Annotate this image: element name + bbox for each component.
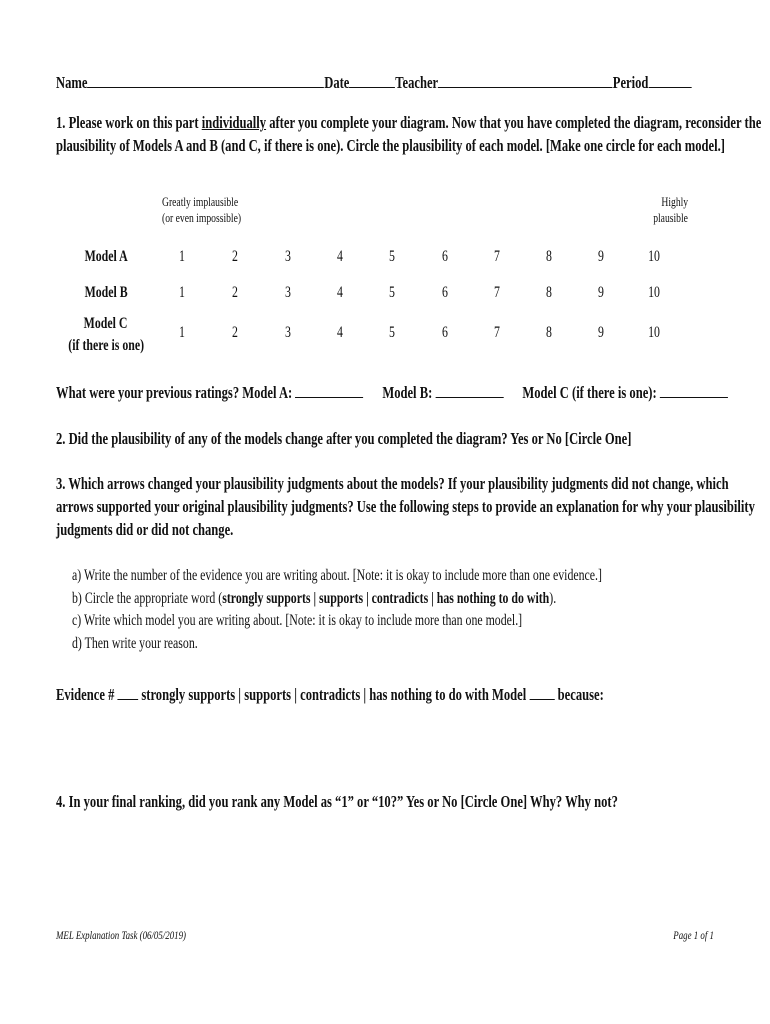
date-blank[interactable] bbox=[349, 73, 395, 88]
q1-line2-text: plausibility of Models A and B (and C, if there is one). Circle the plausibility of each model. [Make one circle for each model.] bbox=[56, 136, 725, 155]
model-a-rating-2[interactable]: 2 bbox=[232, 248, 238, 265]
evidence-middle: strongly supports | supports | contradicts | has nothing to do with Model bbox=[141, 685, 527, 704]
scale-low-line2: (or even impossible) bbox=[162, 210, 242, 225]
previous-b-label: Model B: bbox=[382, 383, 433, 402]
model-b-rating-9[interactable]: 9 bbox=[598, 284, 604, 301]
header-fields bbox=[56, 73, 770, 93]
model-a-rating-1[interactable]: 1 bbox=[179, 248, 185, 265]
q1-emphasis: individually bbox=[201, 113, 267, 132]
scale-low-label bbox=[162, 194, 269, 226]
teacher-label: Teacher bbox=[395, 73, 439, 92]
model-c-rating-5[interactable]: 5 bbox=[389, 324, 395, 341]
model-a-label: Model A bbox=[84, 248, 128, 265]
model-b-rating-5[interactable]: 5 bbox=[389, 284, 395, 301]
previous-c-blank[interactable] bbox=[660, 383, 728, 398]
name-blank[interactable] bbox=[87, 73, 324, 88]
model-c-rating-6[interactable]: 6 bbox=[442, 324, 448, 341]
q3-line2: arrows supported your original plausibility judgments? Use the following steps to provide an explanation for why your plausibility bbox=[56, 497, 755, 516]
model-b-rating-4[interactable]: 4 bbox=[337, 284, 343, 301]
model-c-rating-7[interactable]: 7 bbox=[494, 324, 500, 341]
evidence-prefix: Evidence # bbox=[56, 685, 115, 704]
previous-ratings bbox=[56, 381, 770, 404]
scale-high-line2: plausible bbox=[653, 210, 688, 225]
model-a-rating-10[interactable]: 10 bbox=[648, 248, 660, 265]
model-b-rating-1[interactable]: 1 bbox=[179, 284, 185, 301]
steps-list bbox=[72, 565, 770, 655]
model-c-rating-9[interactable]: 9 bbox=[598, 324, 604, 341]
footer-left: MEL Explanation Task (06/05/2019) bbox=[56, 928, 186, 942]
period-label: Period bbox=[612, 73, 649, 92]
step-b: b) Circle the appropriate word (strongly supports | supports | contradicts | has nothing to do with). bbox=[72, 589, 557, 607]
model-a-rating-6[interactable]: 6 bbox=[442, 248, 448, 265]
period-blank[interactable] bbox=[648, 73, 691, 88]
step-c: c) Write which model you are writing about. [Note: it is okay to include more than one model.] bbox=[72, 612, 523, 629]
scale-high-line1: Highly bbox=[661, 194, 688, 209]
model-c-rating-8[interactable]: 8 bbox=[546, 324, 552, 341]
model-c-rating-10[interactable]: 10 bbox=[648, 324, 660, 341]
model-a-rating-7[interactable]: 7 bbox=[494, 248, 500, 265]
q2: 2. Did the plausibility of any of the models change after you completed the diagram? Yes or No [Circle One] bbox=[56, 429, 632, 448]
model-b-label: Model B bbox=[84, 284, 128, 301]
footer-right: Page 1 of 1 bbox=[673, 928, 714, 942]
model-a-rating-5[interactable]: 5 bbox=[389, 248, 395, 265]
scale-low-line1: Greatly implausible bbox=[162, 194, 239, 209]
name-label: Name bbox=[56, 73, 88, 92]
evidence-number-blank[interactable] bbox=[118, 685, 139, 700]
step-a: a) Write the number of the evidence you are writing about. [Note: it is okay to include more than one evidence.] bbox=[72, 567, 602, 584]
model-c-rating-1[interactable]: 1 bbox=[179, 324, 185, 341]
q1-line1 bbox=[56, 111, 770, 134]
evidence-suffix: because: bbox=[557, 685, 604, 704]
model-a-rating-4[interactable]: 4 bbox=[337, 248, 343, 265]
model-a-rating-8[interactable]: 8 bbox=[546, 248, 552, 265]
previous-c-label: Model C (if there is one): bbox=[522, 383, 657, 402]
previous-question: What were your previous ratings? Model A: bbox=[56, 383, 293, 402]
q3-line3: judgments did or did not change. bbox=[56, 520, 234, 539]
evidence-model-blank[interactable] bbox=[529, 685, 554, 700]
q4: 4. In your final ranking, did you rank any Model as “1” or “10?” Yes or No [Circle One] Why? Why not? bbox=[56, 792, 618, 811]
model-b-rating-3[interactable]: 3 bbox=[285, 284, 291, 301]
teacher-blank[interactable] bbox=[438, 73, 613, 88]
scale-high-label bbox=[640, 194, 688, 226]
date-label: Date bbox=[324, 73, 350, 92]
model-c-rating-3[interactable]: 3 bbox=[285, 324, 291, 341]
model-c-label: Model C (if there is one) bbox=[68, 315, 144, 354]
model-c-rating-4[interactable]: 4 bbox=[337, 324, 343, 341]
previous-b-blank[interactable] bbox=[435, 383, 503, 398]
model-b-rating-8[interactable]: 8 bbox=[546, 284, 552, 301]
model-a-rating-3[interactable]: 3 bbox=[285, 248, 291, 265]
q1-line1-rest: after you complete your diagram. Now that you have completed the diagram, reconsider the bbox=[266, 113, 762, 132]
model-b-rating-6[interactable]: 6 bbox=[442, 284, 448, 301]
model-b-rating-7[interactable]: 7 bbox=[494, 284, 500, 301]
model-c-rating-2[interactable]: 2 bbox=[232, 324, 238, 341]
q3-line1: 3. Which arrows changed your plausibility judgments about the models? If your plausibility judgments did not change, which bbox=[56, 474, 729, 493]
model-b-rating-10[interactable]: 10 bbox=[648, 284, 660, 301]
q1-line2 bbox=[56, 134, 770, 157]
model-b-rating-2[interactable]: 2 bbox=[232, 284, 238, 301]
evidence-line bbox=[56, 683, 770, 706]
step-d: d) Then write your reason. bbox=[72, 634, 198, 652]
model-a-rating-9[interactable]: 9 bbox=[598, 248, 604, 265]
q1-prefix: 1. Please work on this part bbox=[56, 113, 202, 132]
previous-a-blank[interactable] bbox=[295, 383, 363, 398]
